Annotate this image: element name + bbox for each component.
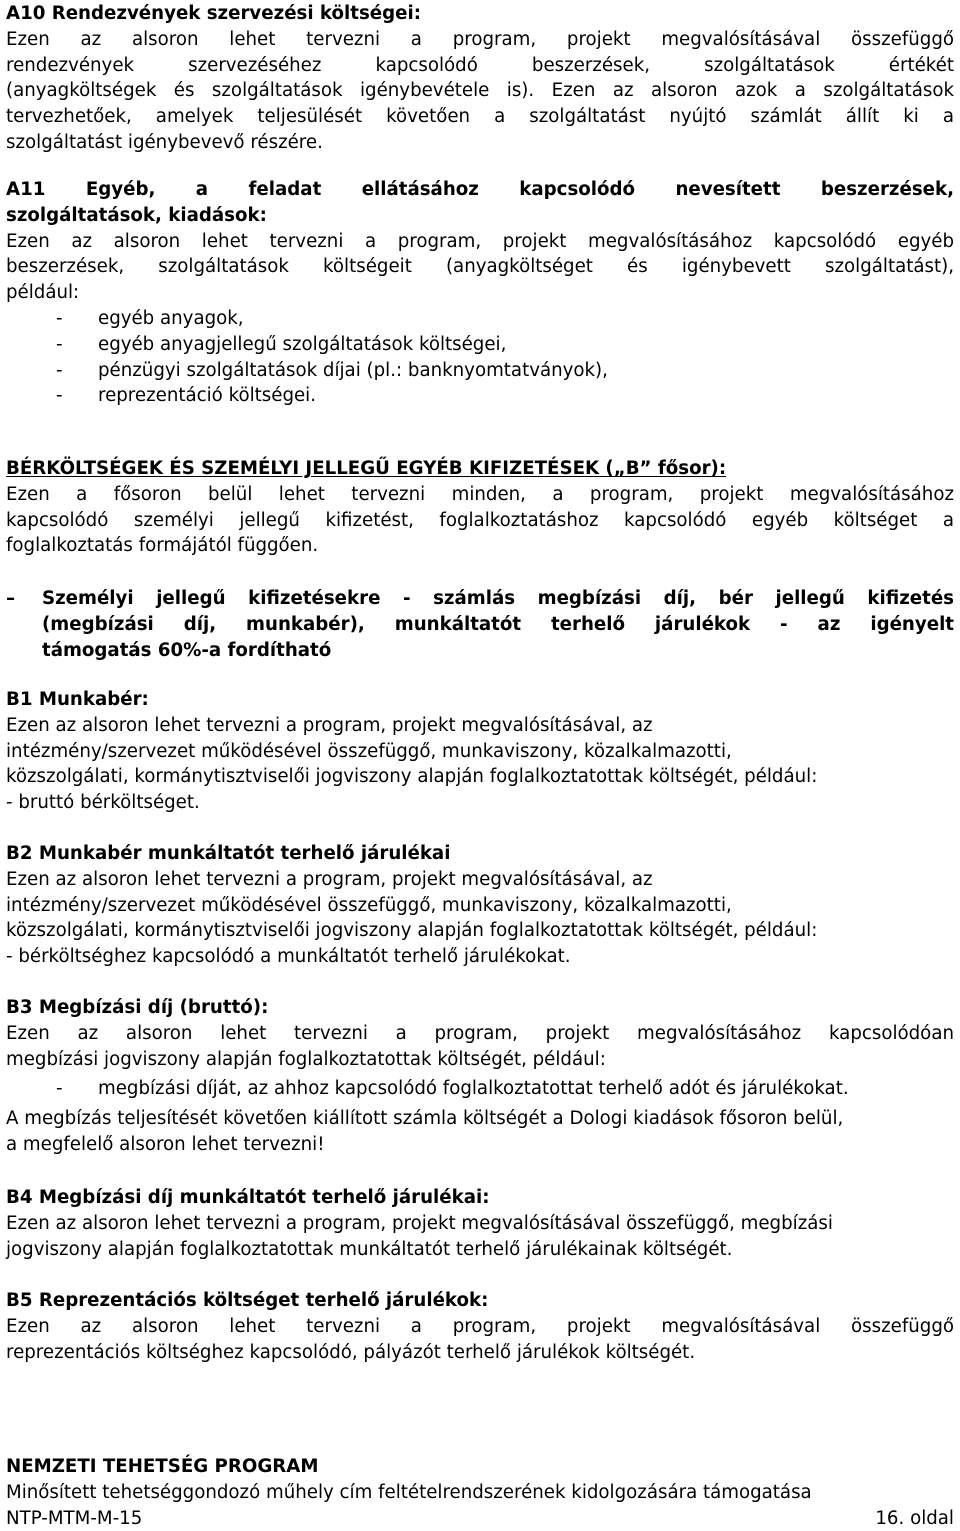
paragraph-line: - bruttó bérköltséget. <box>6 792 200 814</box>
section-heading: A10 Rendezvények szervezési költségei: <box>6 3 421 24</box>
paragraph-line: - bérköltséghez kapcsolódó a munkáltatót terhelő járulékokat. <box>6 946 571 968</box>
paragraph-line: reprezentációs költséghez kapcsolódó, pályázót terhelő járulékok költségét. <box>6 1341 696 1363</box>
section-b1 <box>6 687 954 816</box>
paragraph-line: Ezen az alsoron lehet tervezni a program, projekt megvalósításával összefüggő <box>6 1315 954 1337</box>
list-item: - pénzügyi szolgáltatások díjai (pl.: banknyomtatványok), <box>6 358 954 384</box>
highlight-line: (megbízási díj, munkabér), munkáltatót terhelő járulékok - az igényelt <box>42 613 954 635</box>
paragraph-line: a megfelelő alsoron lehet tervezni! <box>6 1133 325 1155</box>
paragraph-line: Ezen az alsoron lehet tervezni a program, projekt megvalósításával összefüggő <box>6 28 954 50</box>
paragraph-line: intézmény/szervezet működésével összefüggő, munkaviszony, közalkalmazotti, <box>6 740 732 762</box>
highlight-line: támogatás 60%-a fordítható <box>42 639 332 661</box>
paragraph-line: A megbízás teljesítését követően kiállított számla költségét a Dologi kiadások fősoron belül, <box>6 1108 844 1130</box>
section-berkoltseg <box>6 456 954 559</box>
paragraph-line: Ezen az alsoron lehet tervezni a program, projekt megvalósításához kapcsolódóan <box>6 1022 954 1044</box>
section-heading: B2 Munkabér munkáltatót terhelő járulékai <box>6 843 451 864</box>
section-b5 <box>6 1288 954 1365</box>
bullet-dash: - <box>56 333 63 355</box>
paragraph-line: Ezen az alsoron lehet tervezni a program, projekt megvalósításával, az <box>6 714 653 736</box>
paragraph-line: Ezen az alsoron lehet tervezni a program, projekt megvalósításával, az <box>6 868 653 890</box>
paragraph-line: szolgáltatást igénybevevő részére. <box>6 131 323 153</box>
page-footer <box>6 1454 954 1531</box>
section-heading: B5 Reprezentációs költséget terhelő járulékok: <box>6 1290 489 1311</box>
paragraph-line: Ezen az alsoron lehet tervezni a program, projekt megvalósításával összefüggő, megbízási <box>6 1212 833 1234</box>
paragraph-line: (anyagköltségek és szolgáltatások igénybevétele is). Ezen az alsoron azok a szolgáltatások <box>6 80 954 102</box>
paragraph-line: beszerzések, szolgáltatások költségeit (anyagköltséget és igénybevett szolgáltatást), <box>6 256 954 278</box>
highlight-note <box>6 586 954 663</box>
paragraph-line: megbízási jogviszony alapján foglalkoztatottak költségét, például: <box>6 1048 606 1070</box>
footer-subtitle: Minősített tehetséggondozó műhely cím feltételrendszerének kidolgozására támogatása <box>6 1481 812 1503</box>
paragraph-line: tervezhetőek, amelyek teljesülését követően a szolgáltatást nyújtó számlát állít ki a <box>6 106 954 128</box>
bullet-dash: - <box>56 385 63 407</box>
section-b4 <box>6 1185 954 1262</box>
paragraph-line: például: <box>6 282 80 304</box>
paragraph-line: foglalkoztatás formájától függően. <box>6 535 319 557</box>
paragraph-line: jogviszony alapján foglalkoztatottak munkáltatót terhelő járulékainak költségét. <box>6 1238 733 1260</box>
bullet-dash: - <box>56 1078 63 1100</box>
section-heading: A11 Egyéb, a feladat ellátásához kapcsolódó nevesített beszerzések, <box>6 179 954 200</box>
bullet-dash: - <box>56 307 63 329</box>
list-item: - reprezentáció költségei. <box>6 383 954 409</box>
paragraph-line: közszolgálati, kormánytisztviselői jogviszony alapján foglalkoztatottak költségét, például: <box>6 920 818 942</box>
section-heading: BÉRKÖLTSÉGEK ÉS SZEMÉLYI JELLEGŰ EGYÉB KIFIZETÉSEK („B” fősor): <box>6 458 727 479</box>
list-item: - megbízási díját, az ahhoz kapcsolódó foglalkoztatottat terhelő adót és járulékokat. <box>6 1076 954 1102</box>
bullet-dash: – <box>6 588 16 609</box>
section-heading: szolgáltatások, kiadások: <box>6 204 267 226</box>
paragraph-line: Ezen az alsoron lehet tervezni a program, projekt megvalósításához kapcsolódó egyéb <box>6 230 954 252</box>
paragraph-line: közszolgálati, kormánytisztviselői jogviszony alapján foglalkoztatottak költségét, például: <box>6 766 818 788</box>
section-a10 <box>6 1 954 156</box>
paragraph-line: intézmény/szervezet működésével összefüggő, munkaviszony, közalkalmazotti, <box>6 894 732 916</box>
footer-bottom-line <box>6 1506 954 1531</box>
section-heading: B1 Munkabér: <box>6 689 149 710</box>
section-a11 <box>6 177 954 409</box>
bullet-dash: - <box>56 359 63 381</box>
section-heading: B3 Megbízási díj (bruttó): <box>6 997 269 1018</box>
paragraph-line: Ezen a fősoron belül lehet tervezni minden, a program, projekt megvalósításához <box>6 483 954 505</box>
footer-program-name: NEMZETI TEHETSÉG PROGRAM <box>6 1456 319 1477</box>
section-b3 <box>6 995 954 1158</box>
paragraph-line: kapcsolódó személyi jellegű kifizetést, foglalkoztatáshoz kapcsolódó egyéb költséget a <box>6 509 954 531</box>
list-item: - egyéb anyagjellegű szolgáltatások költségei, <box>6 332 954 358</box>
highlight-line: – Személyi jellegű kifizetésekre - számlás megbízási díj, bér jellegű kifizetés <box>6 586 954 612</box>
list-item: - egyéb anyagok, <box>6 306 954 332</box>
footer-code: NTP-MTM-M-15 <box>6 1507 143 1529</box>
section-b2 <box>6 841 954 970</box>
page-number: 16. oldal <box>875 1507 954 1529</box>
paragraph-line: rendezvények szervezéséhez kapcsolódó beszerzések, szolgáltatások értékét <box>6 54 954 76</box>
section-heading: B4 Megbízási díj munkáltatót terhelő járulékai: <box>6 1187 490 1208</box>
